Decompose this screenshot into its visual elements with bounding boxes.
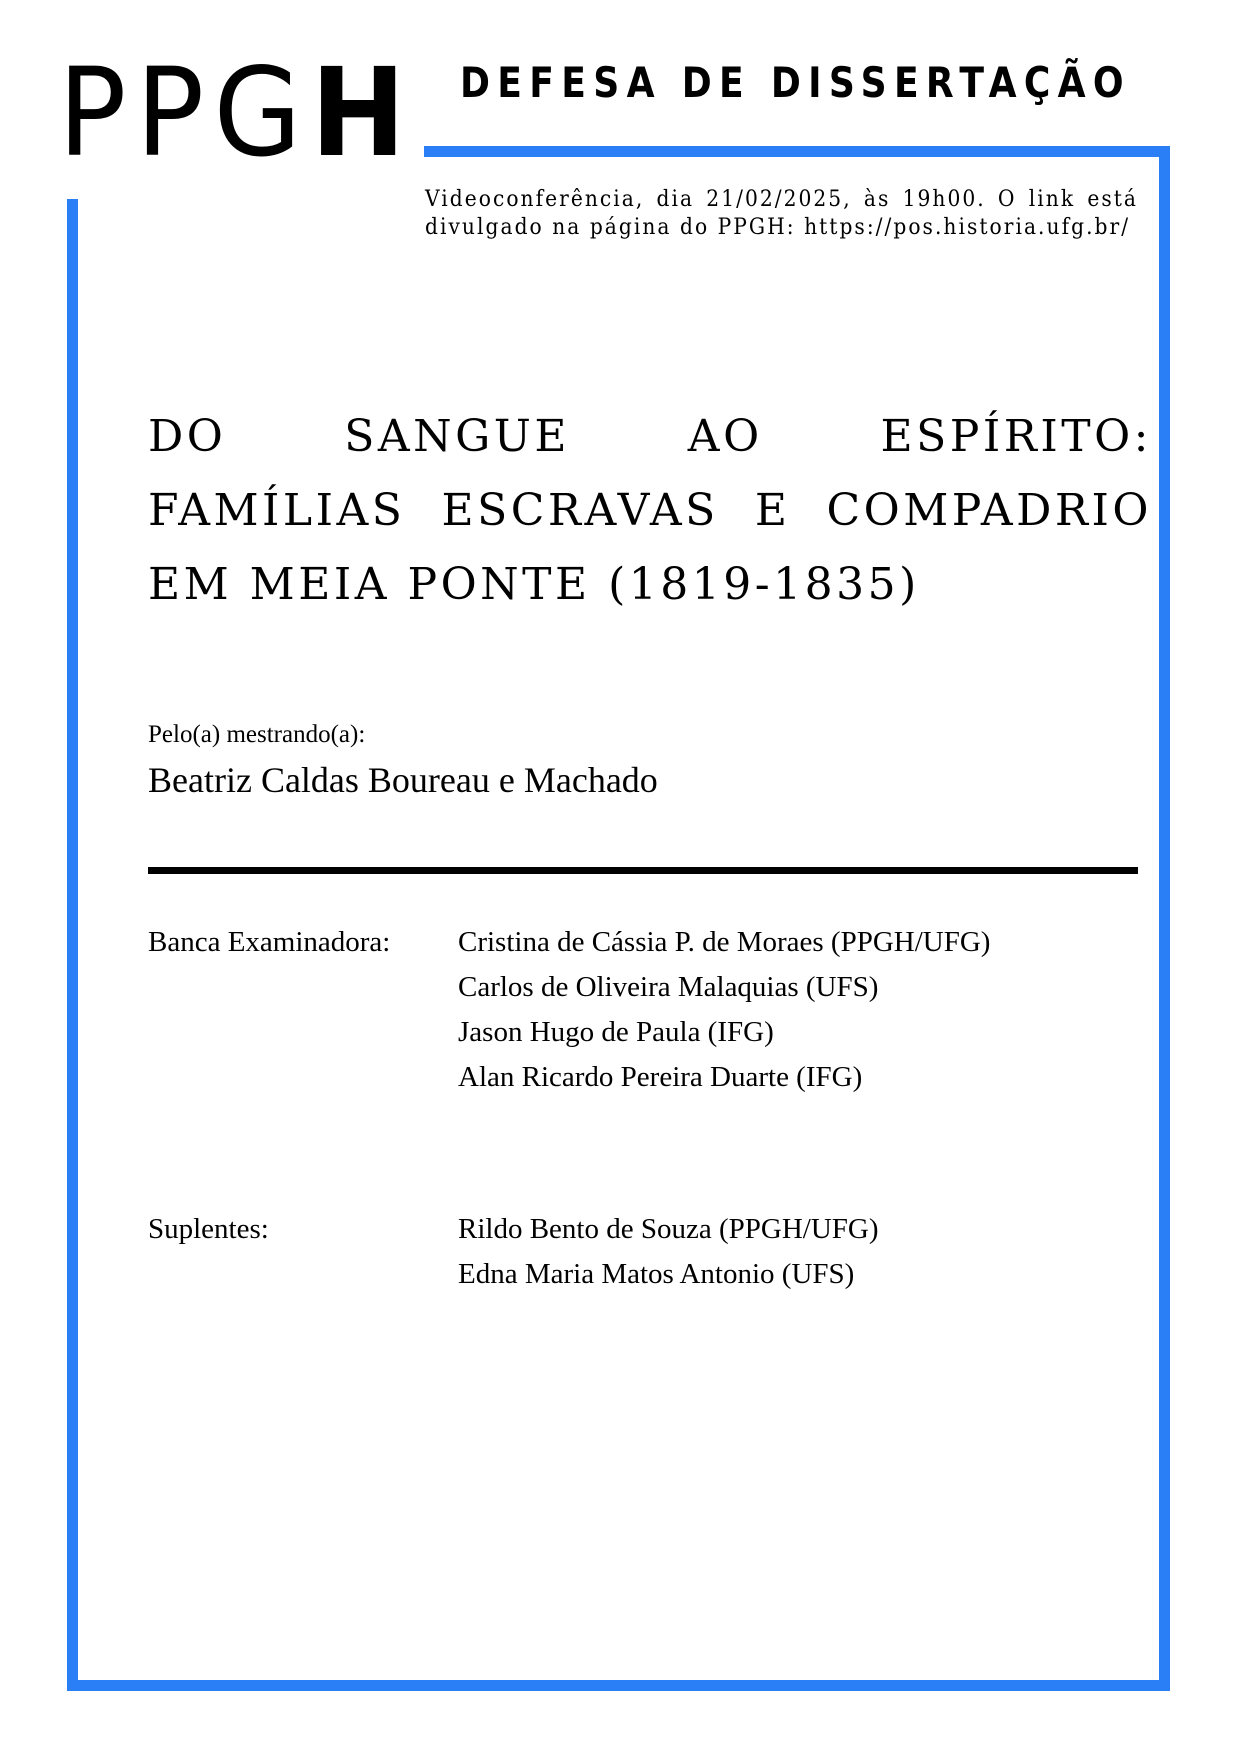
committee-member: Jason Hugo de Paula (IFG) — [458, 1016, 774, 1048]
alternate-member: Rildo Bento de Souza (PPGH/UFG) — [458, 1213, 879, 1245]
committee-member: Cristina de Cássia P. de Moraes (PPGH/UFG) — [458, 926, 991, 958]
thesis-title-line: FAMÍLIAS ESCRAVAS E COMPADRIO — [148, 485, 1152, 536]
document-type-heading: DEFESA DE DISSERTAÇÃO — [460, 58, 1131, 107]
committee-label: Banca Examinadora: — [148, 926, 391, 958]
committee-member: Alan Ricardo Pereira Duarte (IFG) — [458, 1061, 863, 1093]
student-label: Pelo(a) mestrando(a): — [148, 721, 366, 748]
frame-top-bar — [424, 146, 1170, 157]
frame-left-bar — [67, 199, 78, 1691]
student-name: Beatriz Caldas Boureau e Machado — [148, 760, 658, 800]
frame-right-bar — [1159, 146, 1170, 1691]
section-divider — [148, 867, 1138, 874]
committee-list — [458, 920, 990, 1100]
thesis-title-line: DO SANGUE AO ESPÍRITO: — [148, 411, 1152, 462]
thesis-title — [148, 400, 1152, 622]
alternates-label: Suplentes: — [148, 1213, 269, 1245]
alternates-section — [148, 1207, 879, 1297]
frame-bottom-bar — [67, 1680, 1170, 1691]
alternates-list — [458, 1207, 879, 1297]
committee-section — [148, 920, 990, 1100]
committee-member: Carlos de Oliveira Malaquias (UFS) — [458, 971, 879, 1003]
logo-text-ppg: PPG — [58, 42, 311, 184]
logo-text-h: H — [310, 42, 415, 184]
thesis-title-line: EM MEIA PONTE (1819-1835) — [148, 559, 920, 610]
alternate-member: Edna Maria Matos Antonio (UFS) — [458, 1258, 855, 1290]
event-info: Videoconferência, dia 21/02/2025, às 19h00. O link está divulgado na página do PPGH: https://pos.historia.ufg.br/ — [425, 187, 1138, 240]
ppgh-logo — [58, 42, 415, 184]
